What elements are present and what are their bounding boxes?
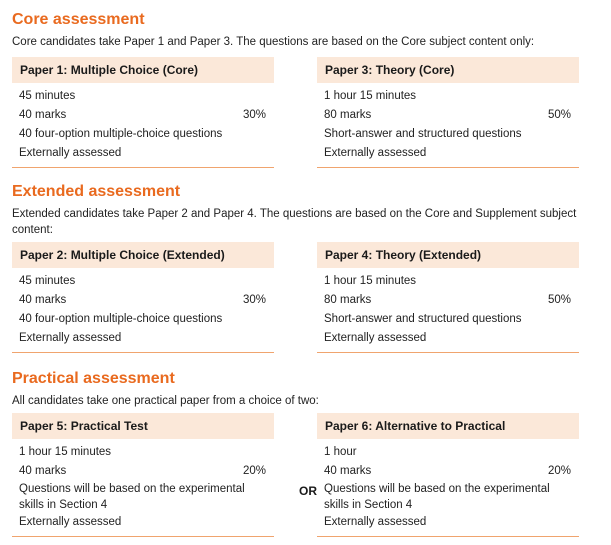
paper-6-description-line-1: Questions will be based on the experimental <box>324 483 550 495</box>
paper-6-duration: 1 hour <box>324 446 357 458</box>
extended-assessment-intro: Extended candidates take Paper 2 and Paper 4. The questions are based on the Core and Supplement subject content: <box>12 208 577 236</box>
paper-2-weight: 30% <box>242 294 266 306</box>
paper-2-marks-row <box>12 291 274 310</box>
paper-5-header: Paper 5: Practical Test <box>12 413 274 439</box>
paper-6-card <box>317 413 579 537</box>
practical-assessment-title: Practical assessment <box>12 370 175 387</box>
paper-2-header: Paper 2: Multiple Choice (Extended) <box>12 242 274 268</box>
paper-1-marks: 40 marks <box>19 109 67 121</box>
or-separator: OR <box>299 484 317 498</box>
paper-6-description-line-2: skills in Section 4 <box>324 499 413 511</box>
paper-6-marks-row <box>317 462 579 481</box>
practical-assessment-section <box>12 369 602 528</box>
paper-1-assessed: Externally assessed <box>19 147 122 159</box>
paper-3-description: Short-answer and structured questions <box>324 128 522 140</box>
paper-5-weight: 20% <box>242 465 266 477</box>
paper-2-assessed: Externally assessed <box>19 332 122 344</box>
paper-1-card <box>12 57 274 168</box>
paper-5-description-line-2: skills in Section 4 <box>19 499 108 511</box>
core-assessment-title: Core assessment <box>12 11 145 28</box>
paper-6-assessed: Externally assessed <box>324 516 427 528</box>
practical-assessment-intro: All candidates take one practical paper from a choice of two: <box>12 395 319 407</box>
paper-3-marks-row <box>317 106 579 125</box>
paper-3-marks: 80 marks <box>324 109 372 121</box>
core-assessment-intro: Core candidates take Paper 1 and Paper 3. The questions are based on the Core subject content only: <box>12 36 535 48</box>
paper-3-assessed: Externally assessed <box>324 147 427 159</box>
paper-5-marks: 40 marks <box>19 465 67 477</box>
paper-4-duration: 1 hour 15 minutes <box>324 275 417 287</box>
paper-4-assessed: Externally assessed <box>324 332 427 344</box>
paper-5-duration: 1 hour 15 minutes <box>19 446 112 458</box>
paper-4-header: Paper 4: Theory (Extended) <box>317 242 579 268</box>
paper-5-assessed: Externally assessed <box>19 516 122 528</box>
paper-1-weight: 30% <box>242 109 266 121</box>
paper-3-weight: 50% <box>547 109 571 121</box>
paper-4-marks-row <box>317 291 579 310</box>
paper-2-marks: 40 marks <box>19 294 67 306</box>
paper-1-marks-row <box>12 106 274 125</box>
paper-1-description: 40 four-option multiple-choice questions <box>19 128 223 140</box>
paper-5-card <box>12 413 274 537</box>
paper-4-weight: 50% <box>547 294 571 306</box>
paper-4-marks: 80 marks <box>324 294 372 306</box>
extended-assessment-section <box>12 182 602 344</box>
paper-1-header: Paper 1: Multiple Choice (Core) <box>12 57 274 83</box>
paper-1-duration: 45 minutes <box>19 90 76 102</box>
core-assessment-section <box>12 10 602 159</box>
paper-4-description: Short-answer and structured questions <box>324 313 522 325</box>
paper-6-marks: 40 marks <box>324 465 372 477</box>
paper-5-marks-row <box>12 462 274 481</box>
paper-2-duration: 45 minutes <box>19 275 76 287</box>
paper-6-header: Paper 6: Alternative to Practical <box>317 413 579 439</box>
paper-2-description: 40 four-option multiple-choice questions <box>19 313 223 325</box>
paper-3-card <box>317 57 579 168</box>
extended-assessment-title: Extended assessment <box>12 183 181 200</box>
paper-2-card <box>12 242 274 353</box>
paper-6-weight: 20% <box>547 465 571 477</box>
paper-3-header: Paper 3: Theory (Core) <box>317 57 579 83</box>
paper-4-card <box>317 242 579 353</box>
paper-3-duration: 1 hour 15 minutes <box>324 90 417 102</box>
paper-5-description-line-1: Questions will be based on the experimental <box>19 483 245 495</box>
